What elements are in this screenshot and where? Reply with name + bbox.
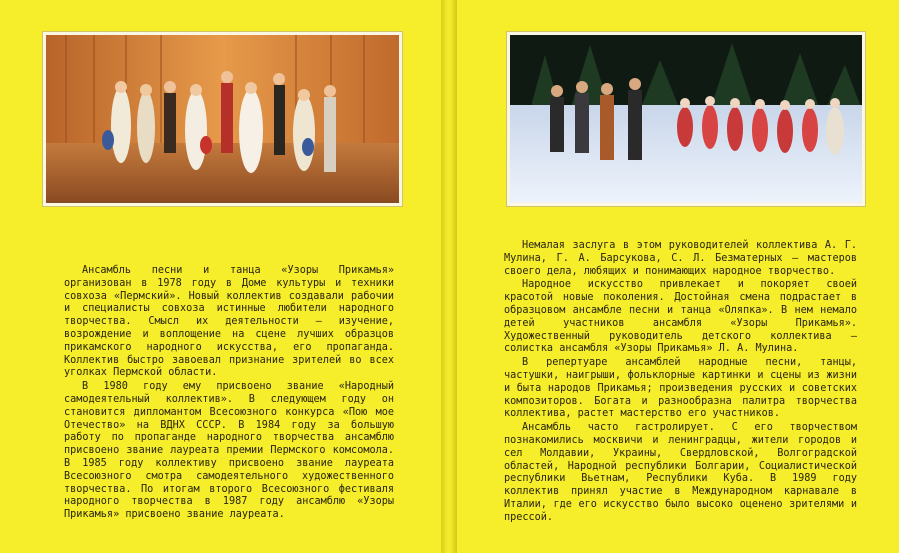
left-page xyxy=(0,0,441,553)
right-page xyxy=(457,0,899,553)
stage-photo-graphic xyxy=(46,35,399,203)
paragraph: В репертуаре ансамблей народные песни, танцы, частушки, наигрыши, фольклорные картинки и сцены из жизни и быта народов Прикамья; произведения русских и советских композиторов. Богата и разнообразна палитра творчества коллектива, растет мастерство его участников. xyxy=(504,357,857,420)
paragraph: Ансамбль песни и танца «Узоры Прикамья» организован в 1978 году в Доме культуры и техники совхоза «Пермский». Новый коллектив создавали рабочии и специалисты совхоза истинные любители народного творчества. Смысл их деятельности — изучение, возрождение и воплощение на сцене лучших образцов прикамского народного искусства, его пропаганда. Коллектив быстро завоевал признание зрителей во всех уголках Пермской области. xyxy=(64,265,394,379)
left-text-block xyxy=(64,265,394,522)
paragraph: Немалая заслуга в этом руководителей коллектива А. Г. Мулина, Г. А. Барсукова, С. Л. Безматерных — мастеров своего дела, любящих и понимающих народное творчество. xyxy=(504,240,857,277)
paragraph: Ансамбль часто гастролирует. С его творчеством познакомились москвичи и ленинградцы, жители городов и сел Молдавии, Украины, Свердловской, Волгоградской областей, Народной республики Болгарии, Социалистической республики Вьетнам, Республики Куба. В 1989 году коллектив принял участие в Международном карнавале в Италии, где его искусство было высоко оценено зрителями и прессой. xyxy=(504,422,857,523)
snow-dance-photo xyxy=(507,32,865,206)
paragraph: Народное искусство привлекает и покоряет своей красотой новые поколения. Достойная смена подрастает в образцовом ансамбле песни и танца «Оляпка». В нем немало детей участников ансамбля «Узоры Прикамья». Художественный руководитель детского коллектива — солистка ансамбля «Узоры Прикамья» Л. А. Мулина. xyxy=(504,279,857,355)
stage-ensemble-photo xyxy=(43,32,402,206)
snow-photo-graphic xyxy=(510,35,862,203)
book-gutter xyxy=(441,0,457,553)
paragraph: В 1980 году ему присвоено звание «Народный самодеятельный коллектив». В следующем году он становится дипломантом Всесоюзного конкурса «Пою мое Отечество» на ВДНХ СССР. В 1984 году за большую работу по пропаганде народного творчества ансамблю присвоено звание лауреата премии Пермского комсомола. В 1985 году коллективу присвоено звание лауреата Всесоюзного смотра самодеятельного художественного творчества. По итогам второго Всесоюзного фестиваля народного творчества в 1987 году ансамблю «Узоры Прикамья» присвоено звание лауреата. xyxy=(64,381,394,521)
right-text-block xyxy=(504,240,857,525)
